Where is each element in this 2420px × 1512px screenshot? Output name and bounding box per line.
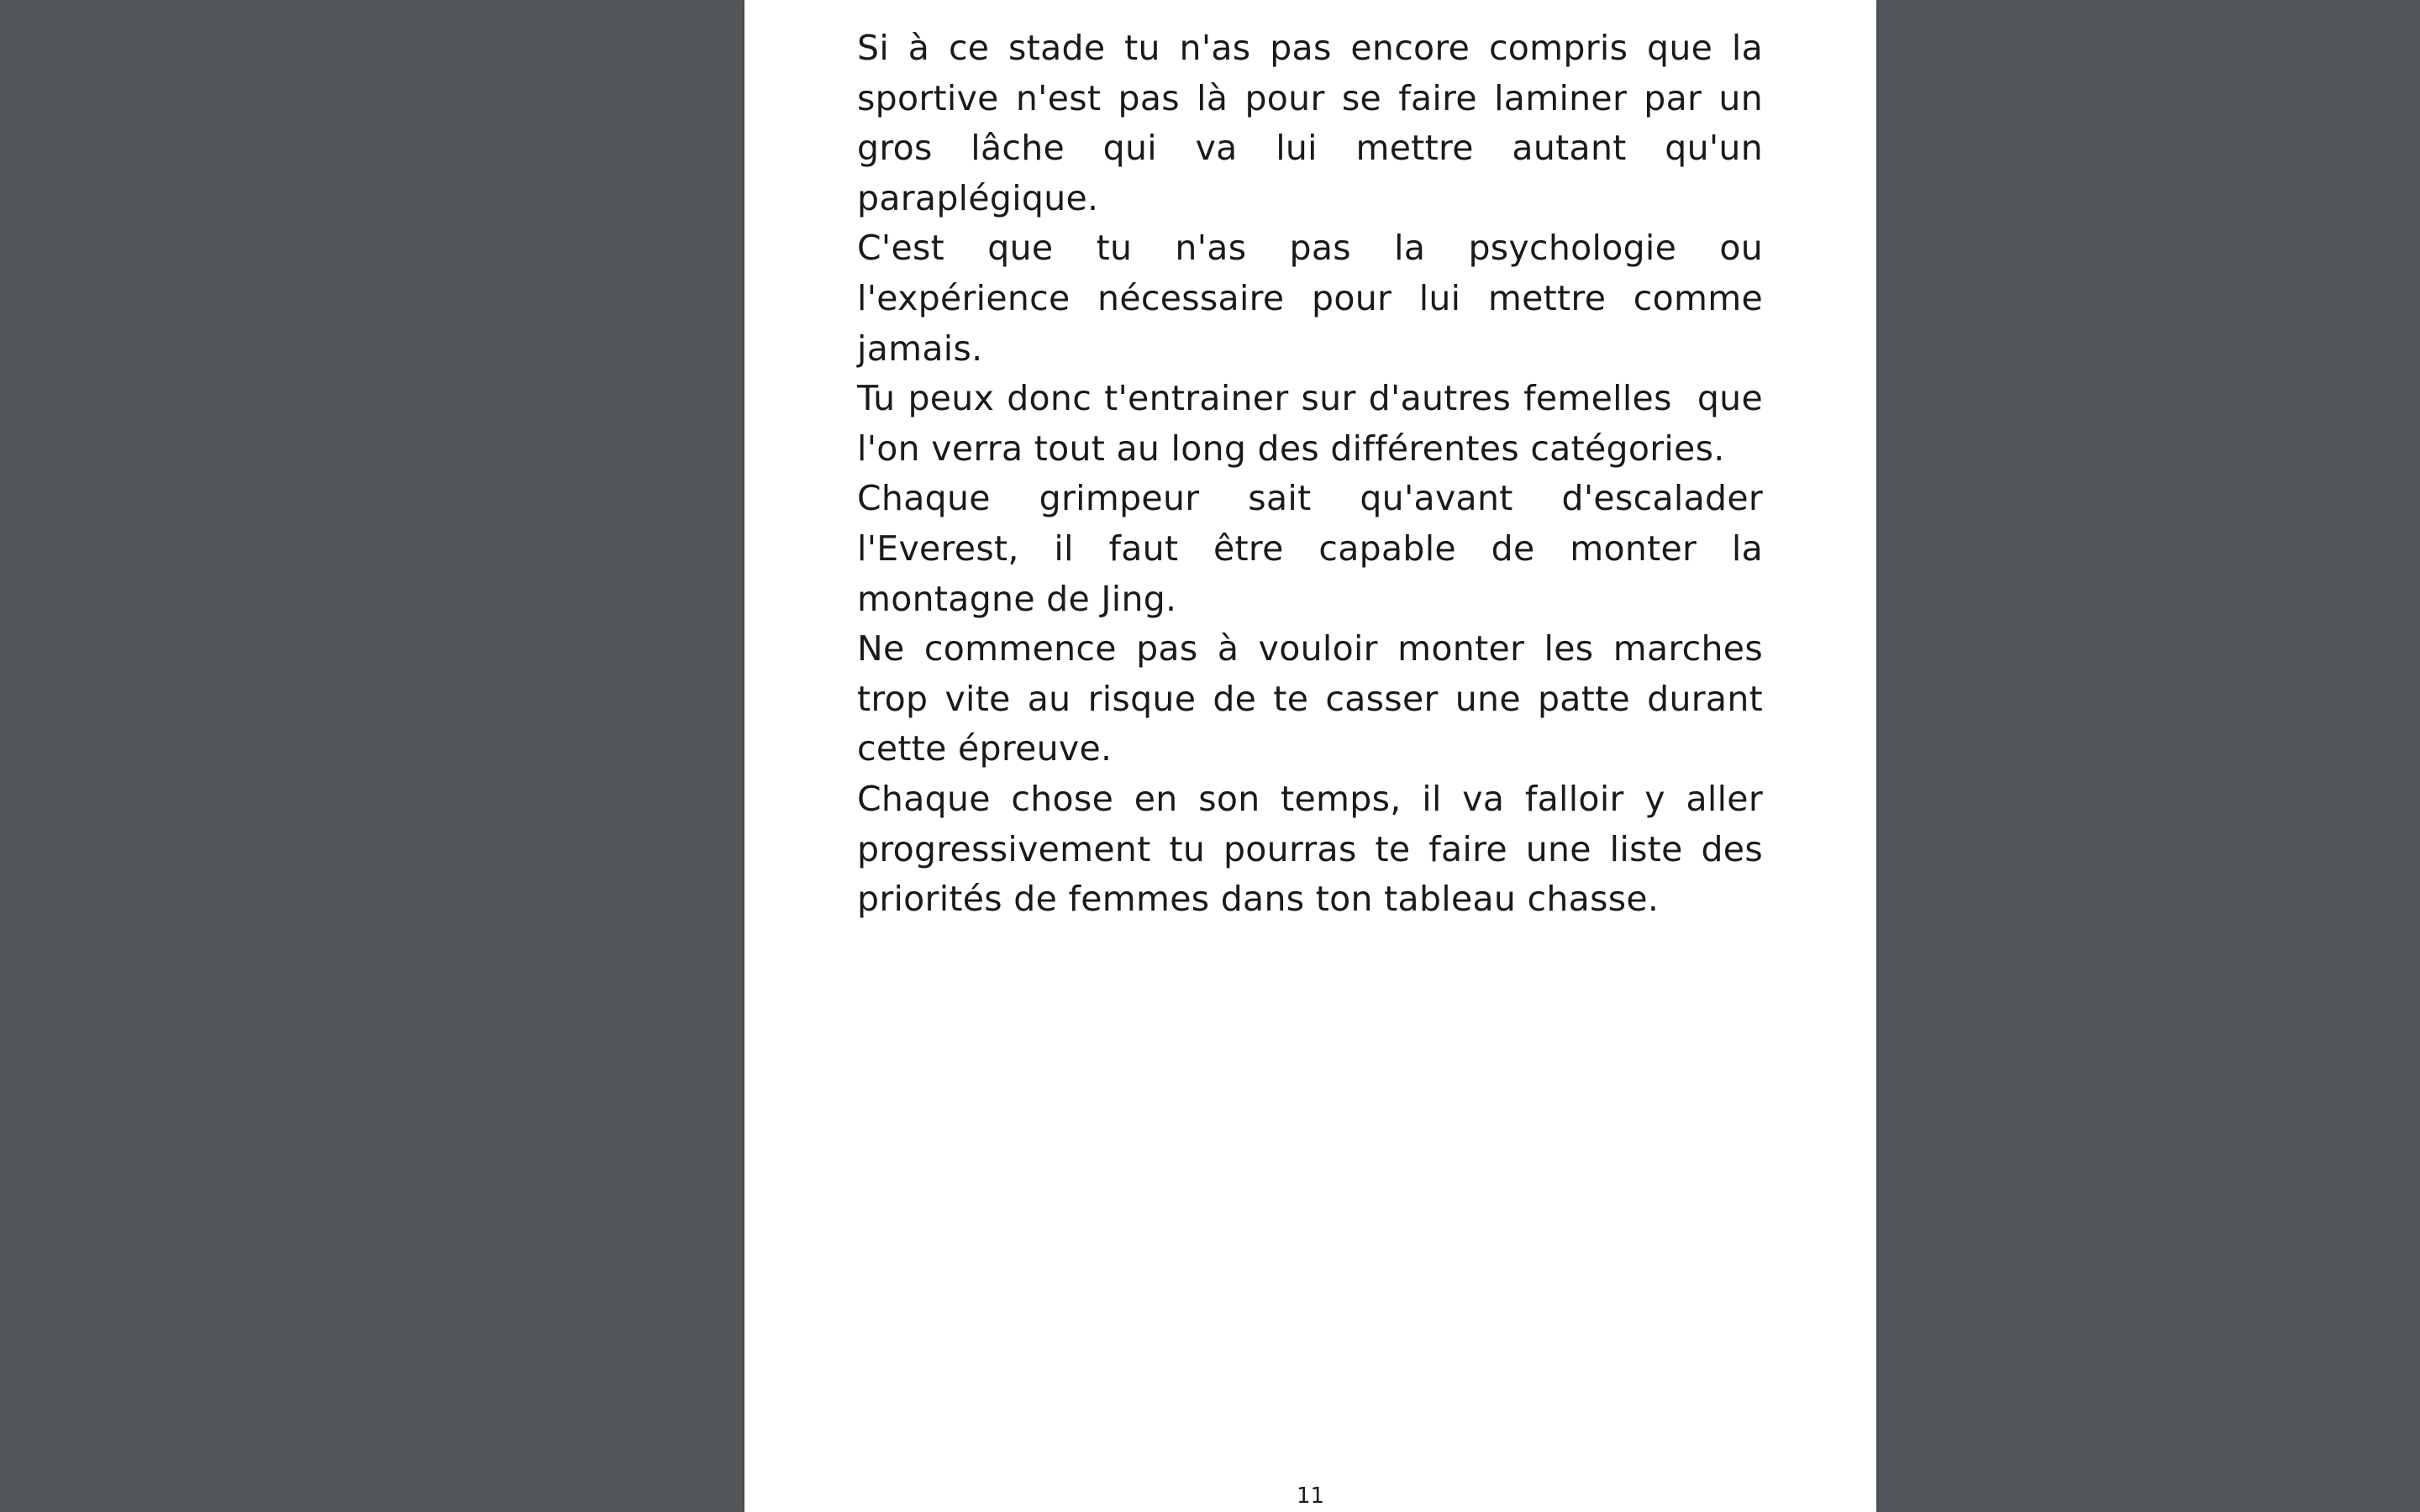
paragraph: Ne commence pas à vouloir monter les marches trop vite au risque de te casser une patte durant cette épreuve. (857, 628, 1775, 769)
paragraph: Chaque grimpeur sait qu'avant d'escalader l'Everest, il faut être capable de monter la montagne de Jing. (857, 478, 1775, 619)
paragraph: C'est que tu n'as pas la psychologie ou l'expérience nécessaire pour lui mettre comme jamais. (857, 228, 1775, 369)
page-body (857, 24, 1775, 925)
page-number: 11 (1296, 1483, 1325, 1509)
paragraph: Chaque chose en son temps, il va falloir y aller progressivement tu pourras te faire une liste des priorités de femmes dans ton tableau chasse. (857, 778, 1775, 920)
paragraph: Tu peux donc t'entrainer sur d'autres femelles que l'on verra tout au long des différentes catégories. (857, 378, 1775, 469)
paragraph: Si à ce stade tu n'as pas encore compris que la sportive n'est pas là pour se faire laminer par un gros lâche qui va lui mettre autant qu'un paraplégique. (857, 28, 1775, 218)
document-page (744, 0, 1876, 1512)
